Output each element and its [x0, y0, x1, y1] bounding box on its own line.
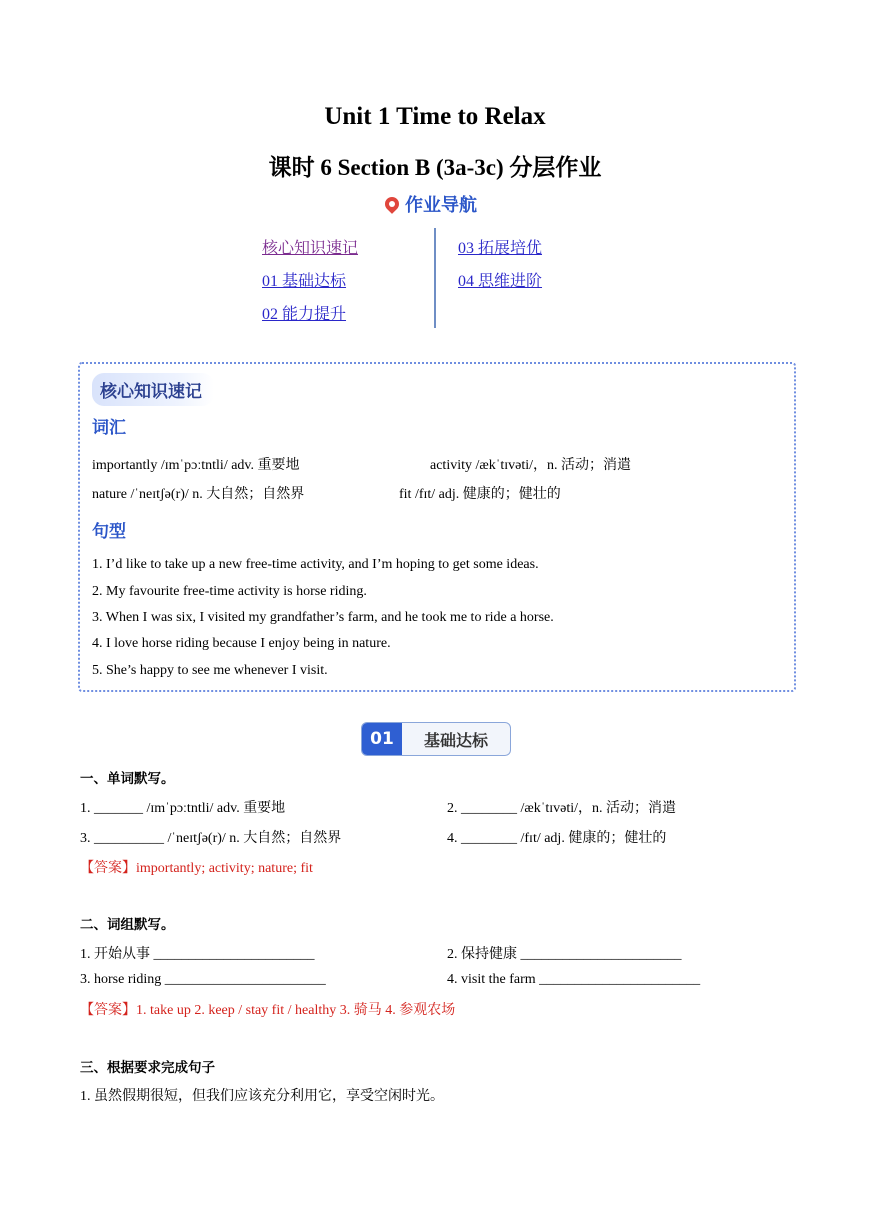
nav-link-thinking[interactable]: 04 思维进阶 — [458, 273, 543, 290]
question-item: 4. ________ /fɪt/ adj. 健康的；健壮的 — [447, 831, 667, 846]
answer-text: 【答案】importantly; activity; nature; fit — [80, 861, 313, 876]
vocab-item: activity /ækˈtɪvəti/，n. 活动；消遣 — [430, 458, 632, 473]
page-subtitle: 课时 6 Section B (3a-3c) 分层作业 — [268, 155, 602, 180]
sentence-item: 5. She’s happy to see me whenever I visit. — [92, 663, 328, 678]
vocab-item: fit /fɪt/ adj. 健康的；健壮的 — [399, 487, 561, 502]
nav-divider — [434, 228, 436, 328]
question-heading: 二、词组默写。 — [80, 917, 175, 933]
question-item: 1. 虽然假期很短，但我们应该充分利用它，享受空闲时光。 — [80, 1089, 444, 1104]
location-pin-icon — [382, 194, 402, 214]
answer-text: 【答案】1. take up 2. keep / stay fit / healthy 3. 骑马 4. 参观农场 — [80, 1003, 456, 1018]
sentence-item: 3. When I was six, I visited my grandfather’s farm, and he took me to ride a horse. — [92, 610, 554, 625]
question-item: 1. 开始从事 _______________________ — [80, 947, 315, 962]
sentence-heading: 句型 — [92, 522, 126, 542]
nav-link-ability[interactable]: 02 能力提升 — [262, 306, 347, 323]
question-item: 1. _______ /ɪmˈpɔːtntli/ adv. 重要地 — [80, 801, 286, 816]
nav-link-basic[interactable]: 01 基础达标 — [262, 273, 347, 290]
vocab-item: importantly /ɪmˈpɔːtntli/ adv. 重要地 — [92, 458, 300, 473]
nav-link-knowledge[interactable]: 核心知识速记 — [262, 240, 359, 257]
nav-heading-label: 作业导航 — [405, 195, 477, 216]
question-item: 3. __________ /ˈneɪtʃə(r)/ n. 大自然；自然界 — [80, 831, 342, 846]
vocab-heading: 词汇 — [92, 418, 126, 438]
question-item: 2. 保持健康 _______________________ — [447, 947, 682, 962]
sentence-item: 2. My favourite free-time activity is horse riding. — [92, 584, 367, 599]
vocab-item: nature /ˈneɪtʃə(r)/ n. 大自然；自然界 — [92, 487, 305, 502]
page-title: Unit 1 Time to Relax — [324, 103, 546, 130]
question-heading: 一、单词默写。 — [80, 771, 175, 787]
section-label: 基础达标 — [423, 730, 488, 750]
question-item: 4. visit the farm _______________________ — [447, 972, 701, 987]
nav-link-extension[interactable]: 03 拓展培优 — [458, 240, 543, 257]
nav-heading — [385, 191, 477, 217]
question-item: 2. ________ /ækˈtɪvəti/，n. 活动；消遣 — [447, 801, 677, 816]
sentence-item: 4. I love horse riding because I enjoy being in nature. — [92, 636, 391, 651]
sentence-item: 1. I’d like to take up a new free-time activity, and I’m hoping to get some ideas. — [92, 557, 539, 572]
question-item: 3. horse riding _______________________ — [80, 972, 326, 987]
knowledge-card-title: 核心知识速记 — [92, 373, 214, 406]
section-number: 01 — [362, 723, 402, 755]
question-heading: 三、根据要求完成句子 — [80, 1060, 215, 1076]
section-badge — [361, 722, 511, 756]
